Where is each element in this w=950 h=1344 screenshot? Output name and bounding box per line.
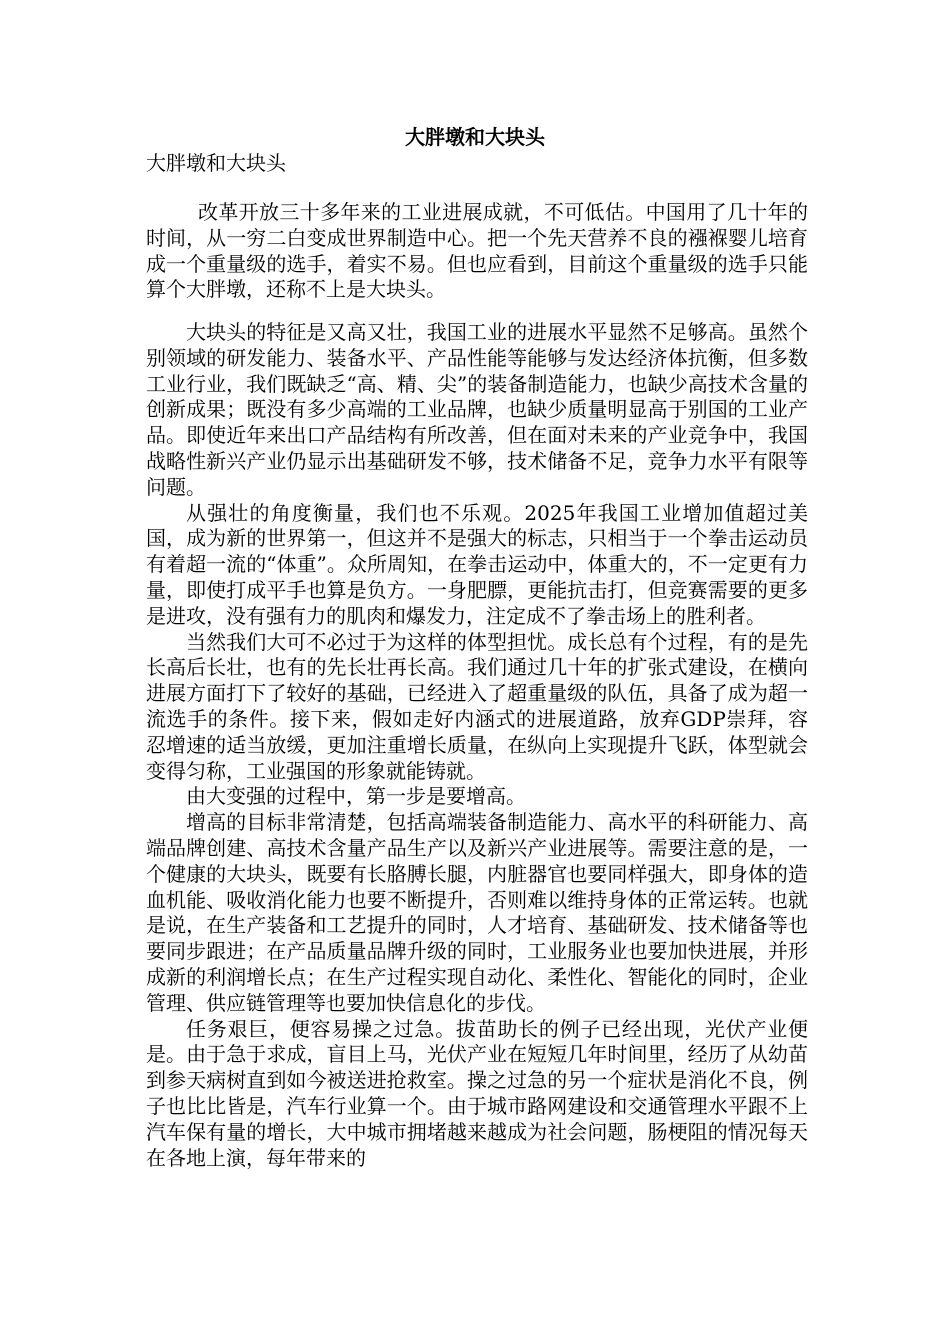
paragraph-4: 当然我们大可不必过于为这样的体型担忧。成长总有个过程，有的是先长高后长壮，也有的先长壮再长高。我们通过几十年的扩张式建设，在横向进展方面打下了较好的基础，已经进入了超重量级的队伍，具备了成为超一流选手的条件。接下来，假如走好内涵式的进展道路，放弃GDP崇拜，容忍增速的适当放缓，更加注重增长质量，在纵向上实现提升飞跃，体型就会变得匀称，工业强国的形象就能铸就。 xyxy=(146,629,808,783)
intro-block xyxy=(146,200,808,303)
document-title: 大胖墩和大块头 xyxy=(405,125,545,149)
paragraph-3: 从强壮的角度衡量，我们也不乐观。2025年我国工业增加值超过美国，成为新的世界第一，但这并不是强大的标志，只相当于一个拳击运动员有着超一流的“体重”。众所周知，在拳击运动中，体重大的，不一定更有力量，即使打成平手也算是负方。一身肥膘，更能抗击打，但竞赛需要的更多是进攻，没有强有力的肌肉和爆发力，注定成不了拳击场上的胜利者。 xyxy=(146,500,808,628)
main-body-block xyxy=(146,320,808,1171)
paragraph-1: 改革开放三十多年来的工业进展成就，不可低估。中国用了几十年的时间，从一穷二白变成世界制造中心。把一个先天营养不良的襁褓婴儿培育成一个重量级的选手，着实不易。但也应看到，目前这个重量级的选手只能算个大胖墩，还称不上是大块头。 xyxy=(146,200,808,302)
paragraph-2: 大块头的特征是又高又壮，我国工业的进展水平显然不足够高。虽然个别领域的研发能力、装备水平、产品性能等能够与发达经济体抗衡，但多数工业行业，我们既缺乏“高、精、尖”的装备制造能力，也缺少高技术含量的创新成果；既没有多少高端的工业品牌，也缺少质量明显高于别国的工业产品。即使近年来出口产品结构有所改善，但在面对未来的产业竞争中，我国战略性新兴产业仍显示出基础研发不够，技术储备不足，竞争力水平有限等问题。 xyxy=(146,320,808,499)
paragraph-7: 任务艰巨，便容易操之过急。拔苗助长的例子已经出现，光伏产业便是。由于急于求成，盲目上马，光伏产业在短短几年时间里，经历了从幼苗到参天病树直到如今被送进抢救室。操之过急的另一个症状是消化不良，例子也比比皆是，汽车行业算一个。由于城市路网建设和交通管理水平跟不上汽车保有量的增长，大中城市拥堵越来越成为社会问题，肠梗阻的情况每天在各地上演，每年带来的 xyxy=(146,1016,808,1170)
paragraph-6: 增高的目标非常清楚，包括高端装备制造能力、高水平的科研能力、高端品牌创建、高技术含量产品生产以及新兴产业进展等。需要注意的是，一个健康的大块头，既要有长胳膊长腿，内脏器官也要同样强大，即身体的造血机能、吸收消化能力也要不断提升，否则难以维持身体的正常运转。也就是说，在生产装备和工艺提升的同时，人才培育、基础研发、技术储备等也要同步跟进；在产品质量品牌升级的同时，工业服务业也要加快进展，并形成新的利润增长点；在生产过程实现自动化、柔性化、智能化的同时，企业管理、供应链管理等也要加快信息化的步伐。 xyxy=(146,810,808,1015)
paragraph-5: 由大变强的过程中，第一步是要增高。 xyxy=(186,784,526,809)
document-subtitle: 大胖墩和大块头 xyxy=(146,151,286,175)
